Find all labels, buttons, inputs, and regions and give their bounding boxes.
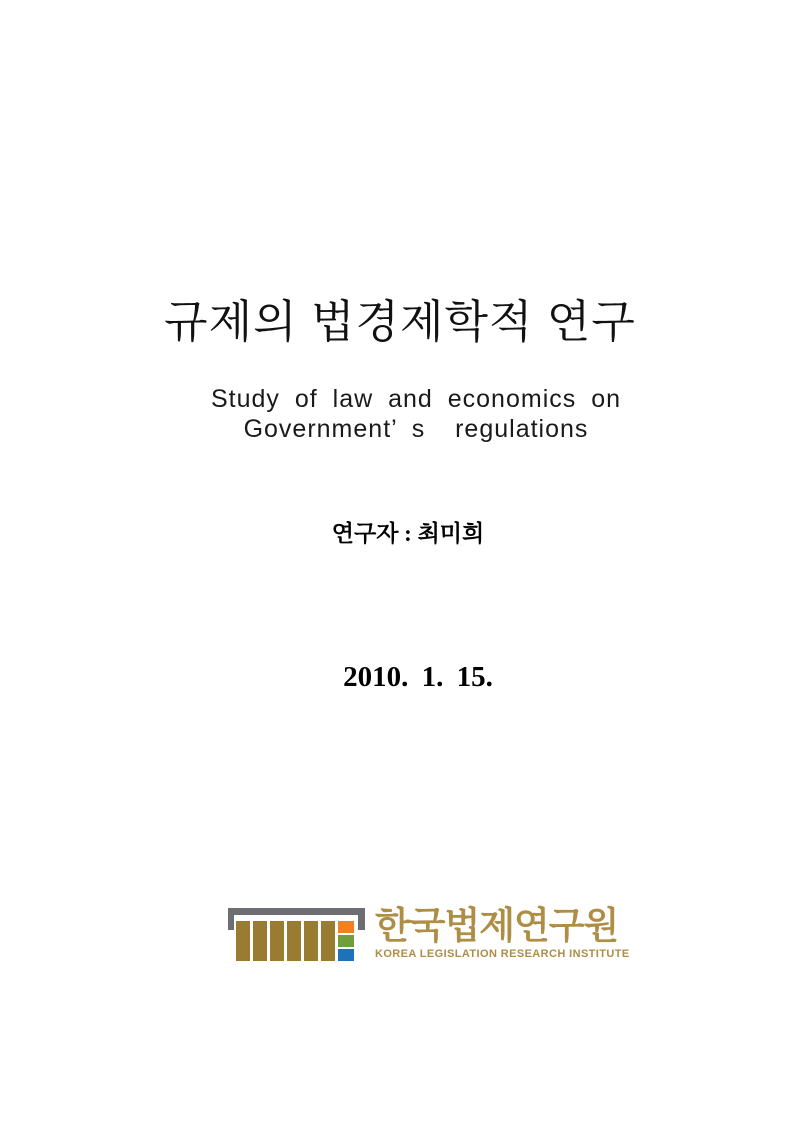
logo-bar	[253, 921, 267, 961]
document-title-english	[16, 384, 800, 444]
logo-orange-square	[338, 921, 354, 933]
logo-bar	[287, 921, 301, 961]
klri-logo	[228, 906, 630, 962]
logo-green-square	[338, 935, 354, 947]
logo-blue-square	[338, 949, 354, 961]
logo-bar	[321, 921, 335, 961]
logo-name-english: KOREA LEGISLATION RESEARCH INSTITUTE	[375, 948, 630, 960]
logo-bar	[236, 921, 250, 961]
logo-color-squares	[338, 921, 354, 961]
logo-bar	[270, 921, 284, 961]
subtitle-line-1: Study of law and economics on	[210, 385, 622, 413]
klri-building-icon	[228, 906, 365, 962]
publication-date: 2010. 1. 15.	[343, 661, 493, 693]
logo-text-block	[375, 906, 630, 961]
researcher-line: 연구자 : 최미희	[331, 521, 485, 546]
subtitle-line-2: Government’ s regulations	[243, 415, 589, 443]
logo-pillar-bars	[236, 921, 354, 961]
logo-bar	[304, 921, 318, 961]
document-title-korean: 규제의 법경제학적 연구	[164, 296, 636, 347]
logo-name-korean: 한국법제연구원	[375, 905, 619, 946]
